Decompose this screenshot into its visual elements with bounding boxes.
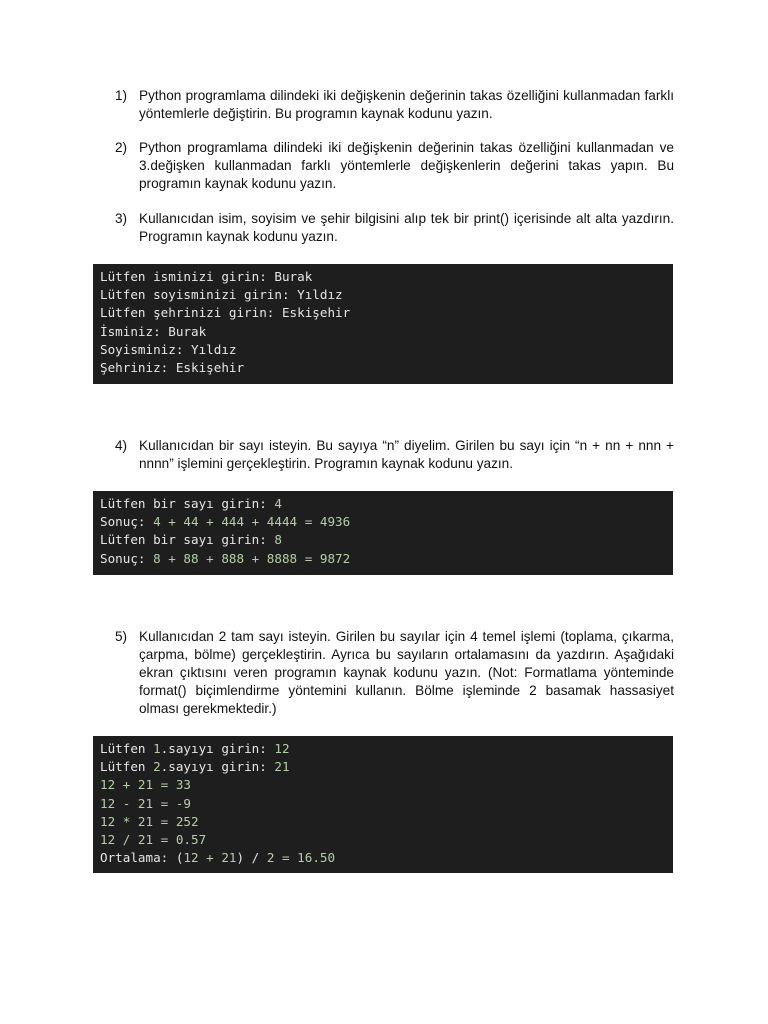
question-1	[115, 87, 674, 123]
terminal-line	[100, 740, 666, 758]
question-3	[115, 210, 674, 246]
result-value: 8 + 88 + 888 + 8888 = 9872	[153, 550, 351, 566]
question-number: 2)	[115, 140, 128, 155]
result-value: 4 + 44 + 444 + 4444 = 4936	[153, 514, 351, 530]
result-operator: ) /	[236, 850, 267, 866]
prompt-text: .sayıyı girin:	[160, 759, 275, 775]
terminal-output-1	[93, 264, 673, 384]
prompt-text: Lütfen	[100, 759, 154, 775]
terminal-output-2	[93, 491, 673, 575]
input-index: 2	[153, 759, 161, 775]
input-value: 8	[274, 532, 282, 548]
result-label: Sonuç:	[100, 550, 154, 566]
terminal-line	[100, 550, 666, 568]
input-index: 1	[153, 741, 161, 756]
result-label: Ortalama: (	[100, 850, 184, 866]
terminal-line: Lütfen soyisminizi girin: Yıldız	[100, 287, 343, 303]
question-number: 5)	[115, 629, 128, 644]
question-text: Python programlama dilindeki iki değişkenin değerinin takas özelliğini kullanmadan farklı yöntemlerle değiştirin. Bu programın kaynak kodunu yazın.	[139, 88, 674, 121]
terminal-line: 12 + 21 = 33	[100, 777, 191, 793]
prompt-text: Lütfen	[100, 741, 154, 756]
terminal-line	[100, 531, 666, 549]
question-text: Kullanıcıdan bir sayı isteyin. Bu sayıya “n” diyelim. Girilen bu sayı için “n + nn + nnn + nnnn” işlemini gerçekleştirin. Programın kaynak kodunu yazın.	[139, 438, 674, 471]
terminal-line: Şehriniz: Eskişehir	[100, 360, 245, 376]
prompt-text: Lütfen bir sayı girin:	[100, 496, 275, 511]
terminal-line	[100, 495, 666, 513]
result-value: 12 + 21	[183, 850, 237, 866]
question-text: Python programlama dilindeki iki değişkenin değerinin takas özelliğini kullanmadan ve 3.değişken kullanmadan farklı yöntemlerle değişkenlerin değerini takas yapın. Bu programın kaynak kodunu yazın.	[139, 140, 674, 191]
terminal-line: 12 * 21 = 252	[100, 813, 199, 829]
terminal-output-3	[93, 736, 673, 873]
input-value: 12	[274, 741, 290, 756]
question-4	[115, 437, 674, 473]
terminal-line: Lütfen şehrinizi girin: Eskişehir	[100, 305, 351, 321]
terminal-line	[100, 513, 666, 531]
terminal-line: 12 / 21 = 0.57	[100, 832, 207, 848]
question-5	[115, 628, 674, 718]
result-label: Sonuç:	[100, 514, 154, 530]
terminal-line	[100, 849, 666, 867]
terminal-line: İsminiz: Burak	[100, 323, 207, 339]
question-2	[115, 139, 674, 193]
question-text: Kullanıcıdan isim, soyisim ve şehir bilgisini alıp tek bir print() içerisinde alt alta yazdırın. Programın kaynak kodunu yazın.	[139, 211, 674, 244]
terminal-line: Lütfen isminizi girin: Burak	[100, 269, 313, 284]
question-number: 1)	[115, 88, 128, 103]
prompt-text: Lütfen bir sayı girin:	[100, 532, 275, 548]
terminal-line: 12 - 21 = -9	[100, 795, 191, 811]
input-value: 4	[274, 496, 282, 511]
result-value: 2 = 16.50	[266, 850, 336, 866]
question-number: 4)	[115, 438, 128, 453]
terminal-line: Soyisminiz: Yıldız	[100, 341, 237, 357]
question-text: Kullanıcıdan 2 tam sayı isteyin. Girilen bu sayılar için 4 temel işlemi (toplama, çıkarma, çarpma, bölme) gerçekleştirin. Ayrıca bu sayıların ortalamasını da yazdırın. Aşağıdaki ekran çıktısını veren programın kaynak kodunu yazın. (Not: Formatlama yönteminde format() biçimlendirme yöntemini kullanın. Bölme işleminde 2 basamak hassasiyet olması gerekmektedir.)	[139, 629, 674, 716]
prompt-text: .sayıyı girin:	[160, 741, 275, 756]
question-number: 3)	[115, 211, 128, 226]
terminal-line	[100, 758, 666, 776]
input-value: 21	[274, 759, 290, 775]
